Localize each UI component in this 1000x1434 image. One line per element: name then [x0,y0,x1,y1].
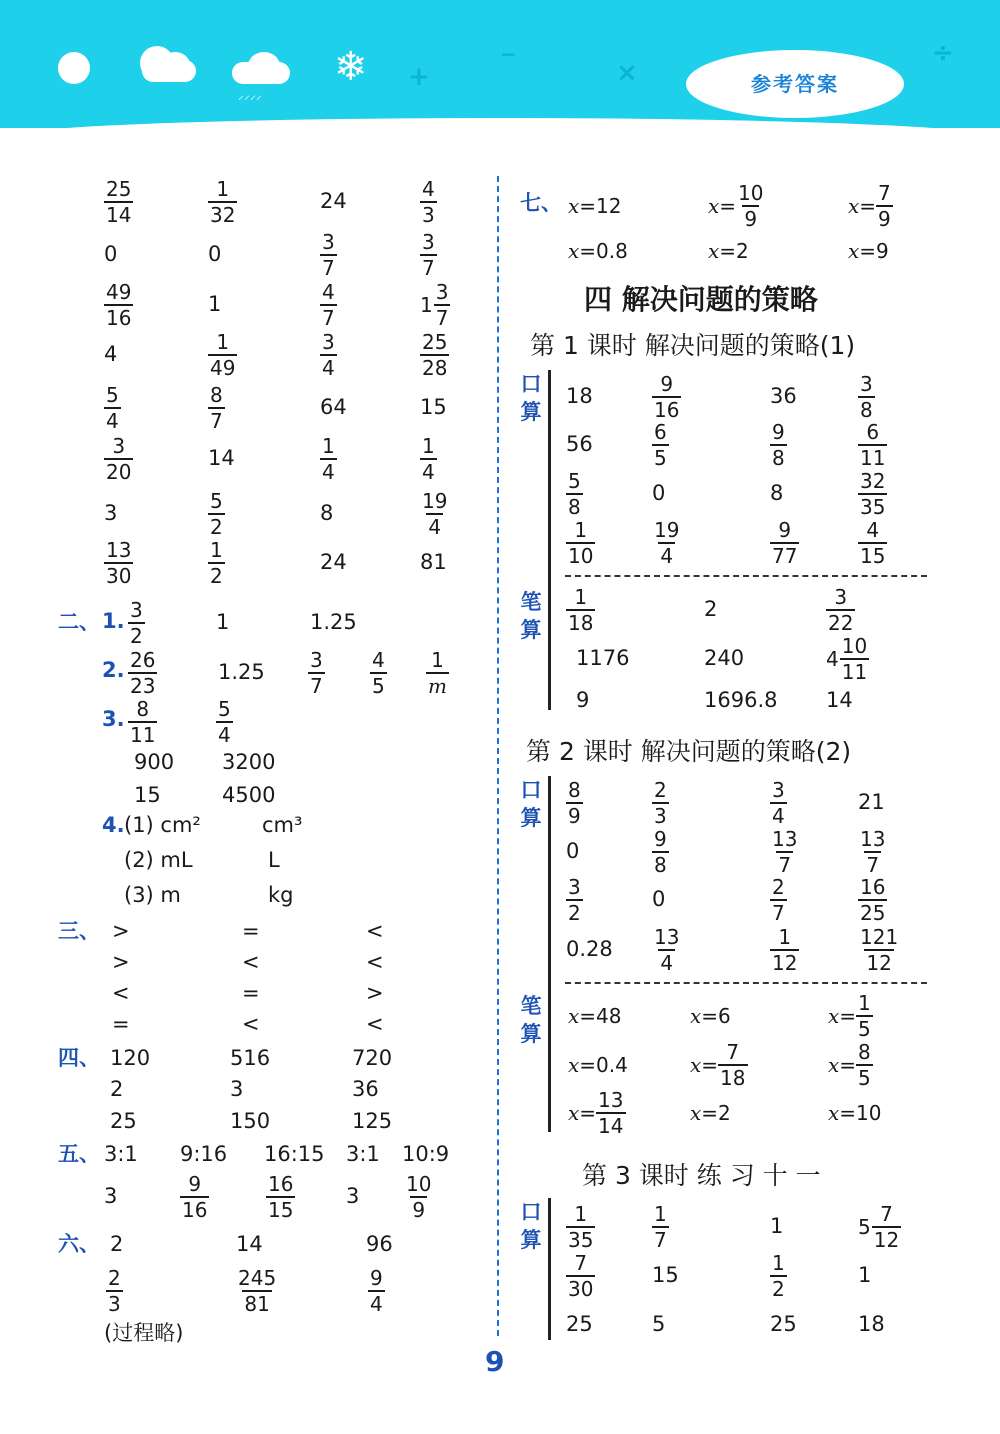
grid-answer: 1 [208,292,222,316]
grid-answer: 4 [104,342,118,366]
answer-cell: (1) cm² [124,813,201,837]
answer-cell: (2) mL [124,848,193,872]
answer-cell: cm³ [262,813,303,837]
answer-cell: $\frac{4}{5}$ [372,648,385,698]
written-tag: 笔 算 [520,590,542,642]
oral-answer: 1 [770,1214,784,1238]
equation-answer: x = 10 [828,1101,882,1125]
written-answer: 4 $\frac{10}{11}$ [826,634,868,684]
grid-answer: $\frac{25}{28}$ [422,330,448,380]
oral-answer: $\frac{3}{4}$ [772,778,785,828]
oral-answer: 0.28 [566,937,613,961]
grid-answer: $\frac{8}{7}$ [210,383,223,433]
grid-answer: 8 [320,501,334,525]
equation-answer: x = 6 [690,1004,731,1028]
written-answer: 2 [704,597,718,621]
oral-answer: 1 [858,1263,872,1287]
oral-answer: $\frac{32}{35}$ [860,469,886,519]
ratio-answer: 3 [104,1184,118,1208]
grid-answer: $\frac{49}{16}$ [106,280,132,330]
comparison-sign: < [366,950,384,974]
written-answer: 1696.8 [704,688,778,712]
grid-answer: 96 [366,1232,393,1256]
ratio-answer: 3:1 [346,1142,380,1166]
grid-answer: $\frac{1}{2}$ [210,538,223,588]
grid-answer: $\frac{13}{30}$ [106,538,132,588]
grid-answer: $\frac{5}{2}$ [210,489,223,539]
sun-icon [58,52,90,84]
oral-answer: 0 [652,481,666,505]
grid-answer: $\frac{3}{4}$ [322,330,335,380]
equation-answer: x = $\frac{1}{5}$ [828,991,871,1041]
oral-answer: $\frac{8}{9}$ [568,778,581,828]
ratio-answer: $\frac{16}{15}$ [268,1172,294,1222]
comparison-sign: < [112,981,130,1005]
oral-answer: $\frac{9}{8}$ [654,827,667,877]
oral-answer: 5 [652,1312,666,1336]
question-2-number: 2. [102,658,125,682]
comparison-sign: > [112,919,130,943]
answer-cell: $\frac{3}{2}$ [130,598,143,648]
section-4-label: 四、 [58,1046,100,1070]
plus-icon: + [408,62,430,92]
written-answer: $\frac{1}{18}$ [568,585,594,635]
grid-answer: 0 [208,242,222,266]
comparison-sign: = [242,981,260,1005]
oral-answer: 36 [770,384,797,408]
vertical-bar [548,776,551,1132]
oral-answer: $\frac{13}{7}$ [860,827,886,877]
chapter-title: 四 解决问题的策略 [584,283,818,316]
answer-cell: 1.25 [310,610,357,634]
ratio-answer: $\frac{9}{16}$ [182,1172,208,1222]
oral-answer: $\frac{5}{8}$ [568,469,581,519]
oral-answer: $\frac{1}{10}$ [568,518,594,568]
grid-answer: 125 [352,1109,393,1133]
section-6-label: 六、 [58,1232,100,1256]
grid-answer: 2 [110,1232,124,1256]
oral-answer: $\frac{16}{25}$ [860,875,886,925]
header-wave [0,118,1000,128]
column-divider [497,176,499,1336]
oral-answer: 21 [858,790,885,814]
comparison-sign: < [242,1012,260,1036]
grid-answer: 24 [320,550,347,574]
equation-answer: x = $\frac{10}{9}$ [708,181,764,231]
written-answer: 1176 [576,646,630,670]
written-answer: 9 [576,688,590,712]
equation-answer: x = $\frac{7}{18}$ [690,1040,746,1090]
oral-answer: $\frac{3}{2}$ [568,875,581,925]
oral-answer: 5 $\frac{7}{12}$ [858,1202,900,1252]
grid-answer: $\frac{25}{14}$ [106,177,132,227]
equation-answer: x = $\frac{7}{9}$ [848,181,891,231]
answer-cell: 1.25 [218,660,265,684]
grid-answer: 64 [320,395,347,419]
oral-answer: 56 [566,432,593,456]
oral-answer: $\frac{1}{35}$ [568,1202,594,1252]
comparison-sign: < [366,919,384,943]
oral-answer: $\frac{6}{11}$ [860,420,886,470]
section-5-label: 五、 [58,1142,100,1166]
grid-answer: 81 [420,550,447,574]
grid-answer: 25 [110,1109,137,1133]
dashed-separator [565,982,927,984]
ratio-answer: $\frac{10}{9}$ [406,1172,432,1222]
equation-answer: x = $\frac{13}{14}$ [568,1088,624,1138]
written-answer: 14 [826,688,853,712]
oral-tag: 口 算 [520,1200,542,1252]
answer-cell: $\frac{26}{23}$ [130,648,156,698]
grid-answer: 24 [320,189,347,213]
ratio-answer: 10:9 [402,1142,450,1166]
grid-answer: 0 [104,242,118,266]
answer-cell: $\frac{5}{4}$ [218,697,231,747]
oral-answer: 25 [566,1312,593,1336]
oral-answer: $\frac{6}{5}$ [654,420,667,470]
answer-cell: $\frac{3}{7}$ [310,648,323,698]
equation-answer: x = 9 [848,239,889,263]
section-3-label: 三、 [58,919,100,943]
grid-answer: $\frac{3}{7}$ [322,230,335,280]
lesson-1-title: 第 1 课时 解决问题的策略(1) [530,331,856,360]
oral-answer: $\frac{13}{4}$ [654,925,680,975]
equation-answer: x = 0.4 [568,1053,628,1077]
lesson-3-title: 第 3 课时 练 习 十 一 [582,1161,821,1190]
grid-answer: 1 $\frac{3}{7}$ [420,280,449,330]
grid-answer: 36 [352,1077,379,1101]
oral-answer: $\frac{3}{8}$ [860,372,873,422]
written-answer: 240 [704,646,745,670]
grid-answer: 3 [230,1077,244,1101]
grid-answer: $\frac{1}{49}$ [210,330,236,380]
grid-answer: $\frac{19}{4}$ [422,489,448,539]
grid-answer: $\frac{4}{7}$ [322,280,335,330]
grid-answer: $\frac{1}{32}$ [210,177,236,227]
vertical-bar [548,370,551,710]
equation-answer: x = 2 [708,239,749,263]
lesson-2-title: 第 2 课时 解决问题的策略(2) [526,737,852,766]
answer-cell: $\frac{8}{11}$ [130,697,156,747]
grid-answer: $\frac{5}{4}$ [106,383,119,433]
oral-answer: 0 [566,839,580,863]
grid-answer: $\frac{1}{4}$ [322,434,335,484]
oral-answer: $\frac{1}{2}$ [772,1251,785,1301]
comparison-sign: < [242,950,260,974]
answer-cell: 1 [216,610,230,634]
answer-cell: 15 [134,783,161,807]
grid-answer: $\frac{2}{3}$ [108,1266,121,1316]
written-tag: 笔 算 [520,994,542,1046]
oral-answer: $\frac{9}{8}$ [772,420,785,470]
grid-answer: 150 [230,1109,271,1133]
equation-answer: x = 0.8 [568,239,628,263]
grid-answer: 516 [230,1046,271,1070]
minus-icon: − [500,42,517,66]
oral-answer: 8 [770,481,784,505]
oral-answer: $\frac{1}{7}$ [654,1202,667,1252]
dashed-separator [565,575,927,577]
note-text: (过程略) [104,1321,184,1345]
equation-answer: x = $\frac{8}{5}$ [828,1040,871,1090]
snowflake-icon: ❄ [334,44,368,90]
oral-answer: $\frac{19}{4}$ [654,518,680,568]
oral-answer: $\frac{1}{12}$ [772,925,798,975]
written-answer: $\frac{3}{22}$ [828,585,854,635]
vertical-bar [548,1198,551,1340]
oral-answer: 0 [652,887,666,911]
grid-answer: $\frac{3}{7}$ [422,230,435,280]
equation-answer: x = 12 [568,194,622,218]
oral-answer: $\frac{4}{15}$ [860,518,886,568]
grid-answer: 2 [110,1077,124,1101]
comparison-sign: = [112,1012,130,1036]
grid-answer: $\frac{1}{4}$ [422,434,435,484]
grid-answer: $\frac{3}{20}$ [106,434,132,484]
grid-answer: 14 [208,446,235,470]
answer-cell: $\frac{1}{m}$ [428,648,447,698]
ratio-answer: 9:16 [180,1142,228,1166]
grid-answer: 14 [236,1232,263,1256]
page-header: ⸝⸝⸝⸝ ❄ + − × ÷ 参考答案 [0,0,1000,128]
oral-answer: 18 [858,1312,885,1336]
times-icon: × [616,58,638,88]
question-4-number: 4. [102,813,125,837]
grid-answer: 3 [104,501,118,525]
ratio-answer: 3:1 [104,1142,138,1166]
oral-answer: $\frac{7}{30}$ [568,1251,594,1301]
comparison-sign: < [366,1012,384,1036]
page-number: 9 [485,1345,505,1378]
answer-cell: L [268,848,280,872]
grid-answer: $\frac{9}{4}$ [370,1266,383,1316]
equation-answer: x = 2 [690,1101,731,1125]
ratio-answer: 16:15 [264,1142,325,1166]
oral-answer: $\frac{9}{77}$ [772,518,798,568]
grid-answer: 720 [352,1046,393,1070]
oral-tag: 口 算 [520,372,542,424]
section-2-label: 二、 [58,610,100,634]
oral-answer: 15 [652,1263,679,1287]
answer-cell: 4500 [222,783,276,807]
grid-answer: $\frac{245}{81}$ [238,1266,277,1316]
grid-answer: $\frac{4}{3}$ [422,177,435,227]
comparison-sign: > [112,950,130,974]
oral-answer: 25 [770,1312,797,1336]
section-7-label: 七、 [520,191,562,215]
question-3-number: 3. [102,707,125,731]
grid-answer: 120 [110,1046,151,1070]
answer-cell: 3200 [222,750,276,774]
equation-answer: x = 48 [568,1004,622,1028]
divide-icon: ÷ [932,38,954,68]
answer-cell: 900 [134,750,175,774]
oral-answer: $\frac{2}{3}$ [654,778,667,828]
grid-answer: 15 [420,395,447,419]
oral-answer: $\frac{9}{16}$ [654,372,680,422]
oral-answer: $\frac{2}{7}$ [772,875,785,925]
answer-badge: 参考答案 [686,50,904,118]
question-1-number: 1. [102,609,125,633]
ratio-answer: 3 [346,1184,360,1208]
answer-cell: (3) m [124,883,181,907]
oral-answer: $\frac{121}{12}$ [860,925,899,975]
comparison-sign: = [242,919,260,943]
oral-answer: 18 [566,384,593,408]
comparison-sign: > [366,981,384,1005]
oral-tag: 口 算 [520,778,542,830]
answer-cell: kg [268,883,294,907]
oral-answer: $\frac{13}{7}$ [772,827,798,877]
